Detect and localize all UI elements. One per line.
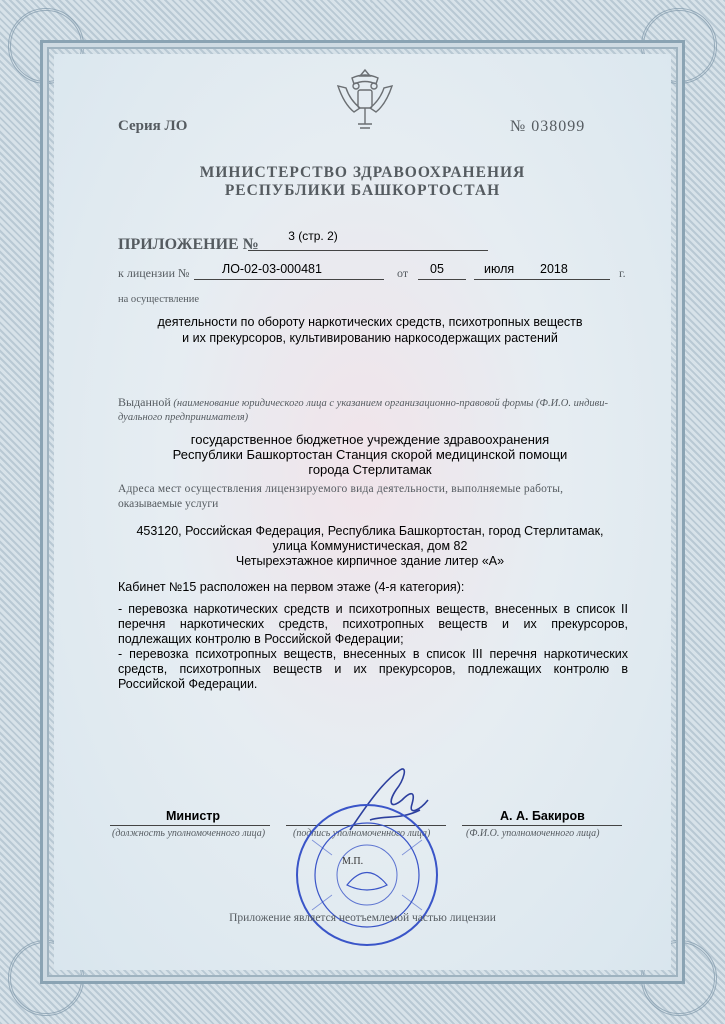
appendix-underline xyxy=(248,250,488,251)
addresses-label-line1: Адреса мест осуществления лицензируемого вида деятельности, выполняемые работы, xyxy=(118,483,564,495)
item1-line2: перечня наркотических средств, психотропных веществ и их прекурсоров, xyxy=(118,617,628,631)
position-hint: (должность уполномоченного лица) xyxy=(112,828,266,839)
ministry-title-line2: РЕСПУБЛИКИ БАШКОРТОСТАН xyxy=(224,182,501,199)
issued-label: Выданной xyxy=(118,395,171,409)
organization-name-line3: города Стерлитамак xyxy=(308,462,432,477)
date-from-label: от xyxy=(397,266,409,280)
day-underline xyxy=(418,279,466,280)
appendix-number: 3 (стр. 2) xyxy=(288,229,338,243)
mp-label: М.П. xyxy=(342,856,364,867)
organization-name-line1: государственное бюджетное учреждение здравоохранения xyxy=(190,432,550,447)
item1-line3: подлежащих контролю в Российской Федерации; xyxy=(118,632,404,646)
official-seal xyxy=(292,800,442,950)
item2-line1: - перевозка психотропных веществ, внесенных в список III перечня наркотических xyxy=(118,647,628,661)
address-line1: 453120, Российская Федерация, Республика Башкортостан, город Стерлитамак, xyxy=(136,524,604,538)
license-month: июля xyxy=(484,262,515,276)
issued-block xyxy=(118,395,638,425)
name-hint: (Ф.И.О. уполномоченного лица) xyxy=(466,828,600,839)
permitted-activities-list xyxy=(118,602,628,692)
ministry-title-line1: МИНИСТЕРСТВО ЗДРАВООХРАНЕНИЯ xyxy=(199,164,526,181)
license-number: ЛО-02-03-000481 xyxy=(222,262,322,276)
license-year: 2018 xyxy=(540,262,568,276)
item2-line3: Российской Федерации. xyxy=(118,677,258,691)
activity-line1: деятельности по обороту наркотических средств, психотропных веществ xyxy=(157,315,583,329)
activity-label: на осуществление xyxy=(118,294,200,305)
signatory-position: Министр xyxy=(166,809,221,823)
appendix-label: ПРИЛОЖЕНИЕ № xyxy=(118,236,259,253)
name-underline xyxy=(462,825,622,826)
month-year-underline xyxy=(474,279,610,280)
item2-line2: средств, психотропных веществ и их прекурсоров, подлежащих контролю в xyxy=(118,662,628,676)
license-number-underline xyxy=(194,279,384,280)
signatory-name: А. А. Бакиров xyxy=(500,809,585,823)
activity-line2: и их прекурсоров, культивированию наркосодержащих растений xyxy=(182,331,558,345)
license-label: к лицензии № xyxy=(118,266,190,280)
address-line3: Четырехэтажное кирпичное здание литер «А» xyxy=(235,554,505,568)
year-suffix: г. xyxy=(619,266,626,280)
position-underline xyxy=(110,825,270,826)
address-line2: улица Коммунистическая, дом 82 xyxy=(272,539,468,553)
organization-name-line2: Республики Башкортостан Станция скорой медицинской помощи xyxy=(172,447,568,462)
item1-line1: - перевозка наркотических средств и психотропных веществ, внесенных в список II xyxy=(118,602,628,616)
cabinet-text: Кабинет №15 расположен на первом этаже (4-я категория): xyxy=(118,580,465,594)
issued-hint-line1: (наименование юридического лица с указанием организационно-правовой формы (Ф.И.О. индиви- xyxy=(173,398,608,409)
coat-of-arms-icon xyxy=(330,64,400,136)
license-day: 05 xyxy=(430,262,444,276)
series-label: Серия ЛО xyxy=(118,118,188,134)
document-number: № 038099 xyxy=(510,118,586,135)
addresses-label-line2: оказываемые услуги xyxy=(118,498,219,510)
issued-hint-line2: дуального предпринимателя) xyxy=(118,412,249,423)
footer-note: Приложение является неотъемлемой частью лицензии xyxy=(229,912,496,924)
signature-hint: (подпись уполномоченного лица) xyxy=(293,828,431,839)
